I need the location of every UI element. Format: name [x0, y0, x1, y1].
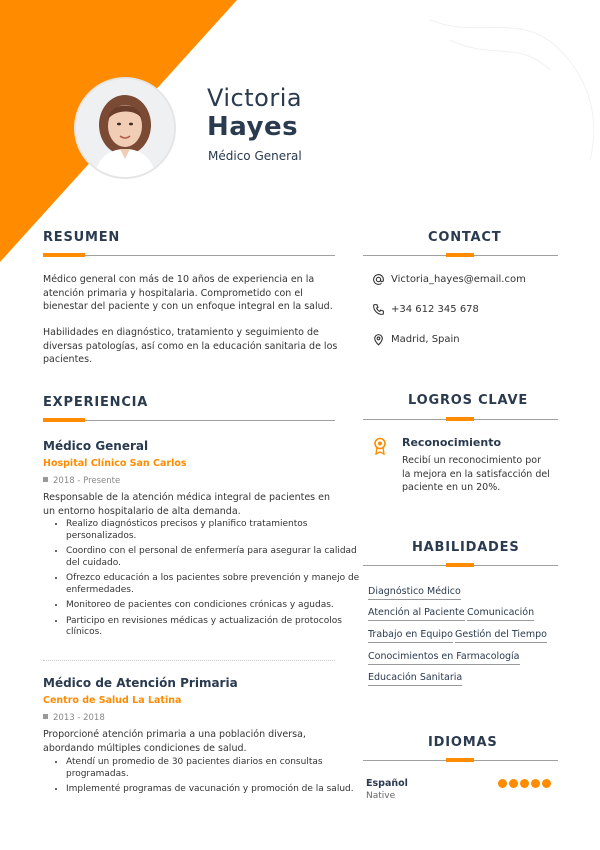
rating-dot [509, 779, 518, 788]
phone-icon [371, 302, 385, 316]
first-name: Victoria [207, 84, 303, 112]
skill-tag: Comunicación [467, 607, 534, 621]
last-name: Hayes [207, 112, 299, 142]
list-item: • Realizo diagnósticos precisos y planifico tratamientos personalizados. [66, 519, 366, 542]
summary-divider [43, 255, 335, 256]
job-description: Proporcioné atención primaria a una población diversa, abordando múltiples condiciones de salud. [43, 729, 306, 754]
job-bullets [43, 757, 366, 800]
rating-dot [498, 779, 507, 788]
skill-tag: Atención al Paciente [368, 607, 465, 621]
avatar [76, 79, 174, 177]
list-item: • Monitoreo de pacientes con condiciones crónicas y agudas. [66, 600, 366, 612]
skill-tag: Educación Sanitaria [368, 672, 462, 686]
rating-dot [531, 779, 540, 788]
skill-tag: Trabajo en Equipo [368, 629, 453, 643]
skill-tag: Gestión del Tiempo [455, 629, 547, 643]
job-bullets [43, 519, 366, 643]
medal-icon [373, 437, 387, 459]
experience-divider [43, 420, 335, 421]
contact-email-row [371, 272, 526, 286]
achievements-heading: LOGROS CLAVE [408, 393, 529, 408]
summary-paragraph-2: Habilidades en diagnóstico, tratamiento y seguimiento de diversas patologías, así como en la educación sanitaria de los pacientes. [43, 327, 338, 365]
job-dates-text: 2018 - Presente [53, 476, 121, 486]
date-marker-icon [43, 477, 48, 482]
experience-accent [43, 418, 85, 422]
achievement-title: Reconocimiento [402, 436, 502, 449]
job-dates [43, 713, 105, 723]
profile-photo [76, 79, 174, 177]
language-level: Native [366, 791, 396, 801]
skills-accent [446, 563, 474, 567]
at-icon [371, 272, 385, 286]
summary-accent [43, 253, 85, 257]
contact-phone-row [371, 302, 479, 316]
language-name: Español [366, 778, 408, 789]
achievements-accent [446, 417, 474, 421]
rating-dot [520, 779, 529, 788]
list-item: • Coordino con el personal de enfermería para asegurar la calidad del cuidado. [66, 546, 366, 569]
job-title: Médico de Atención Primaria [43, 676, 238, 690]
list-item: • Atendí un promedio de 30 pacientes diarios en consultas programadas. [66, 757, 366, 780]
job-separator [43, 660, 335, 661]
job-description: Responsable de la atención médica integral de pacientes en un entorno hospitalario de alta demanda. [43, 492, 330, 517]
list-item: • Implementé programas de vacunación y promoción de la salud. [66, 784, 366, 796]
achievement-text: Recibí un reconocimiento por la mejora en la satisfacción del paciente en un 20%. [402, 455, 550, 493]
contact-phone[interactable]: +34 612 345 678 [391, 303, 479, 315]
contact-location: Madrid, Spain [391, 333, 460, 345]
date-marker-icon [43, 714, 48, 719]
job-company: Centro de Salud La Latina [43, 695, 182, 706]
experience-heading: EXPERIENCIA [43, 395, 149, 410]
job-title: Médico General [43, 439, 149, 453]
skill-tag: Conocimientos en Farmacología [368, 651, 520, 665]
languages-heading: IDIOMAS [428, 735, 498, 750]
skill-tag: Diagnóstico Médico [368, 586, 461, 600]
contact-heading: CONTACT [428, 230, 502, 245]
job-dates-text: 2013 - 2018 [53, 713, 105, 723]
list-item: • Participo en revisiones médicas y actualización de protocolos clínicos. [66, 616, 366, 639]
contact-email[interactable]: Victoria_hayes@email.com [391, 273, 526, 285]
summary-heading: RESUMEN [43, 230, 121, 245]
job-dates [43, 476, 120, 486]
job-role: Médico General [208, 149, 302, 163]
contact-accent [446, 253, 474, 257]
contact-location-row [371, 332, 460, 346]
rating-dot [542, 779, 551, 788]
skills-heading: HABILIDADES [412, 540, 520, 555]
job-company: Hospital Clínico San Carlos [43, 458, 187, 469]
languages-accent [446, 758, 474, 762]
location-pin-icon [371, 332, 385, 346]
list-item: • Ofrezco educación a los pacientes sobre prevención y manejo de enfermedades. [66, 573, 366, 596]
summary-paragraph-1: Médico general con más de 10 años de experiencia en la atención primaria y hospitalaria. Comprometido con el bienestar del paciente y con un enfoque integral en la salud. [43, 274, 333, 312]
